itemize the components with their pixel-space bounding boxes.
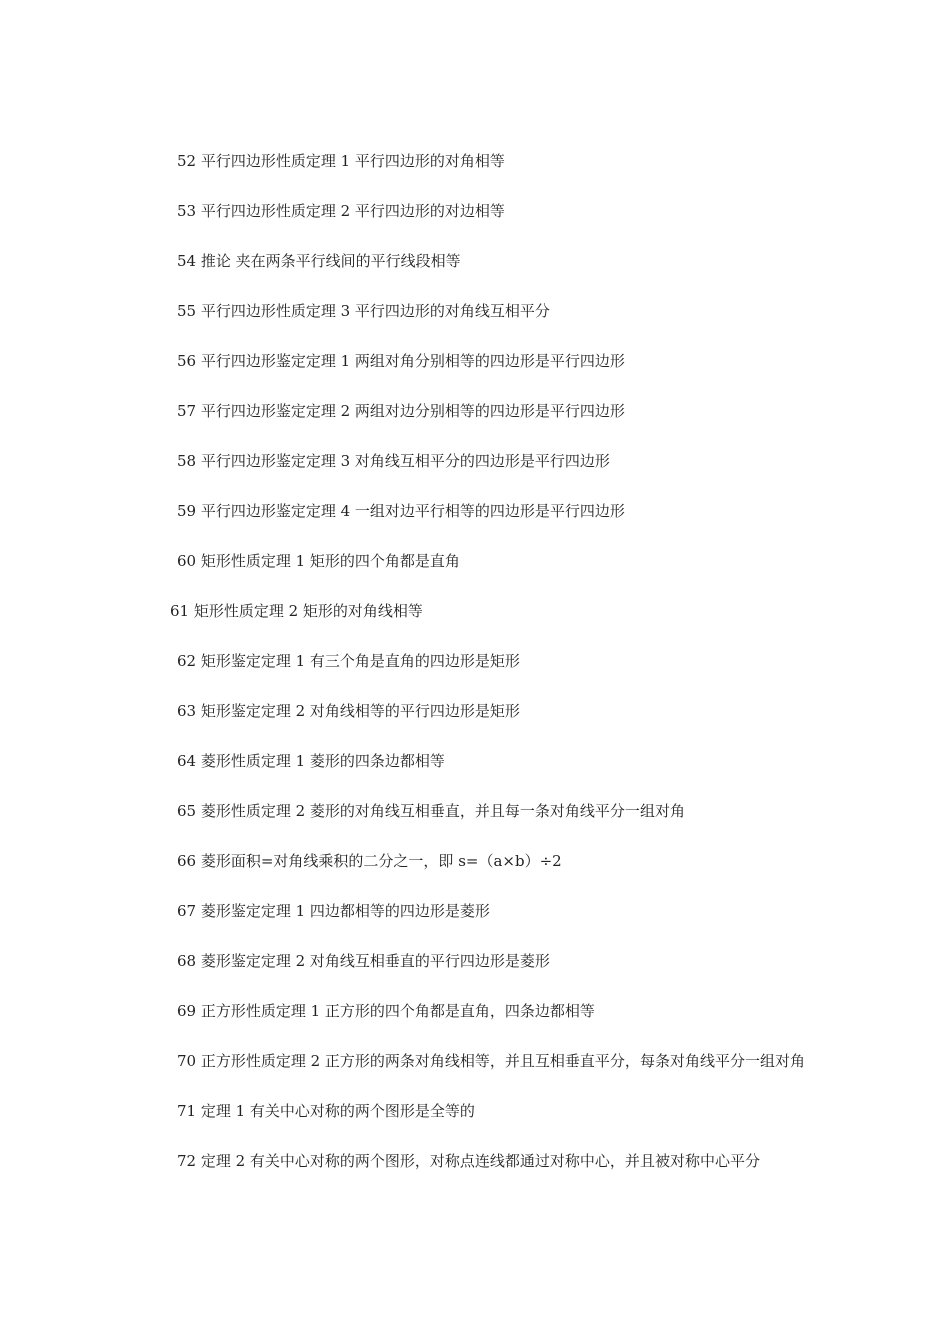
theorem-63: 63 矩形鉴定定理 2 对角线相等的平行四边形是矩形 [177,702,520,720]
theorem-56: 56 平行四边形鉴定定理 1 两组对角分别相等的四边形是平行四边形 [177,352,625,370]
theorem-71: 71 定理 1 有关中心对称的两个图形是全等的 [177,1102,475,1120]
theorem-65: 65 菱形性质定理 2 菱形的对角线互相垂直，并且每一条对角线平分一组对角 [177,802,685,820]
theorem-55: 55 平行四边形性质定理 3 平行四边形的对角线互相平分 [177,302,550,320]
theorem-53: 53 平行四边形性质定理 2 平行四边形的对边相等 [177,202,505,220]
theorem-57: 57 平行四边形鉴定定理 2 两组对边分别相等的四边形是平行四边形 [177,402,625,420]
theorem-58: 58 平行四边形鉴定定理 3 对角线互相平分的四边形是平行四边形 [177,452,610,470]
theorem-72: 72 定理 2 有关中心对称的两个图形，对称点连线都通过对称中心，并且被对称中心平分 [177,1152,760,1170]
theorem-52: 52 平行四边形性质定理 1 平行四边形的对角相等 [177,152,505,170]
theorem-70: 70 正方形性质定理 2 正方形的两条对角线相等，并且互相垂直平分，每条对角线平分一组对角 [177,1052,805,1070]
theorem-62: 62 矩形鉴定定理 1 有三个角是直角的四边形是矩形 [177,652,520,670]
theorem-68: 68 菱形鉴定定理 2 对角线互相垂直的平行四边形是菱形 [177,952,550,970]
theorem-59: 59 平行四边形鉴定定理 4 一组对边平行相等的四边形是平行四边形 [177,502,625,520]
document-body [143,149,808,1199]
theorem-64: 64 菱形性质定理 1 菱形的四条边都相等 [177,752,445,770]
theorem-69: 69 正方形性质定理 1 正方形的四个角都是直角，四条边都相等 [177,1002,595,1020]
theorem-60: 60 矩形性质定理 1 矩形的四个角都是直角 [177,552,460,570]
theorem-67: 67 菱形鉴定定理 1 四边都相等的四边形是菱形 [177,902,490,920]
theorem-61: 61 矩形性质定理 2 矩形的对角线相等 [170,602,423,620]
theorem-54: 54 推论 夹在两条平行线间的平行线段相等 [177,252,461,270]
theorem-66: 66 菱形面积=对角线乘积的二分之一，即 s=（a×b）÷2 [177,852,562,870]
